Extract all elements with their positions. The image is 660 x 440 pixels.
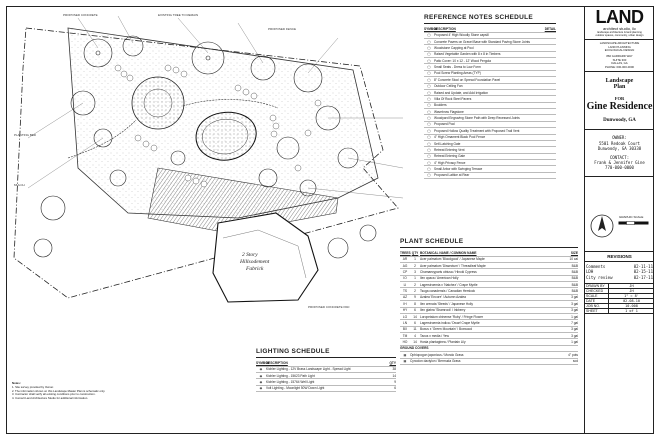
plant-size: 1 gal [571, 340, 578, 345]
lighting-description: Kichler Lighting - 15764 Well Light [266, 379, 315, 384]
firm-tagline: landscape architecture & land planning [597, 31, 642, 34]
info-value: 1" = 8' [624, 293, 639, 298]
plant-code: TM [402, 333, 408, 338]
reference-note-description: Small Arbor with Swinging Terrace [434, 167, 483, 172]
reference-symbol-icon: ◯ [427, 109, 431, 114]
plant-code: CP [402, 269, 408, 274]
plant-name: Lagerstroemia x 'Natchez' / Crape Myrtle [420, 282, 478, 287]
site-plan [8, 8, 418, 308]
light-header-symbol: SYMBOL [256, 360, 270, 365]
firm-service-2: LAND PLANNING [608, 44, 631, 49]
ground-cover-name: Cynodon dactylon / Bermuda Grass [410, 359, 461, 364]
plant-qty: 1 [414, 276, 416, 281]
reference-note-description: Proposed Lattice at Rear [434, 173, 470, 178]
lighting-schedule [256, 348, 396, 392]
plant-size: 3 gal [571, 327, 578, 332]
plant-name: Ilex opaca / American Holly [420, 276, 459, 281]
sheet-title-2: Plan [613, 84, 626, 91]
info-value: 02-08-10 [623, 298, 640, 303]
ground-cover-size: 4" pots [568, 352, 578, 357]
plant-size: 3 gal [571, 295, 578, 300]
reference-note-description: Woodyard Engraving Stone Path with Deep Recessed Joints [434, 116, 520, 121]
owner-label: OWNER: [612, 135, 627, 141]
reference-symbol-icon: ◯ [427, 147, 431, 152]
plant-qty: 2 [414, 289, 416, 294]
plant-header-qty: QTY [411, 250, 419, 255]
contact-label: CONTACT: [609, 154, 630, 160]
info-value: 10-008 [625, 303, 638, 308]
plant-name: Tsuga canadensis / Canadian Hemlock [420, 289, 476, 294]
plant-code: LG [402, 314, 408, 319]
reference-note-description: Self-Latching Gate [434, 141, 461, 146]
revision-date: 02-17-11 [633, 274, 653, 280]
ground-cover-row [400, 359, 578, 365]
reference-symbol-icon: ◯ [427, 103, 431, 108]
light-fixture-icon: ◉ [259, 367, 263, 372]
plant-qty: 14 [413, 314, 417, 319]
plant-code: IH [403, 301, 407, 306]
plant-size: 1 gal [571, 314, 578, 319]
reference-note-description: Proposed 4' High Woodly Stone capsill [434, 33, 489, 38]
plant-code: TS [402, 289, 408, 294]
reference-note-description: Villa Of Rock Steel Pavers [434, 96, 472, 101]
reference-note-description: Retreat Entering Vent [434, 147, 465, 152]
reference-symbol-icon: ◯ [427, 116, 431, 121]
revision-name: Comments [586, 263, 606, 269]
info-label: DATE [585, 299, 609, 303]
info-value: JH [629, 283, 634, 288]
reference-symbol-icon: ◯ [427, 71, 431, 76]
plant-qty: 6 [414, 320, 416, 325]
reference-symbol-icon: ◯ [427, 141, 431, 146]
info-label: SHEET [585, 309, 609, 313]
plant-header-name: BOTANICAL NAME / COMMON NAME [420, 250, 477, 255]
plant-schedule [400, 238, 578, 365]
plant-name: Acer palmatum 'Dissectum' / Threadleaf Maple [420, 263, 486, 268]
reference-symbol-icon: ◯ [427, 173, 431, 178]
lighting-schedule-title: LIGHTING SCHEDULE [256, 348, 396, 358]
plant-code: IO [403, 276, 407, 281]
firm-logo-sub: architect studio, llc [603, 26, 636, 31]
project-location: Dunwoody, GA [603, 118, 636, 124]
plant-size: 3 gal [571, 301, 578, 306]
reference-symbol-icon: ◯ [427, 58, 431, 63]
reference-notes-schedule [424, 14, 556, 179]
lighting-qty: 6 [394, 386, 396, 391]
plant-code: AZ [402, 295, 408, 300]
info-value: JH [629, 288, 634, 293]
info-value: 1 of 1 [625, 308, 638, 313]
sheet-title-1: Landscape [605, 78, 634, 85]
info-label: JOB NO. [585, 304, 609, 308]
reference-note-description: Concrete Pavers on Gravel Base with Standard Paving Stone Joints [434, 39, 531, 44]
plant-code: LN [402, 320, 408, 325]
plant-qty: 8 [414, 301, 416, 306]
lighting-description: Volt Lighting - Moonlight 50W Down Light [266, 386, 325, 391]
reference-symbol-icon: ◯ [427, 45, 431, 50]
ground-cover-swatch-icon: ▦ [403, 359, 407, 364]
plant-code: HY [402, 308, 408, 313]
svg-text:EXISTING TREE TO REMAIN: EXISTING TREE TO REMAIN [158, 13, 199, 17]
reference-note-description: Proposed Pool [434, 122, 455, 127]
reference-note-description: Wavebrow Flagstone [434, 109, 464, 114]
plant-size: 10 cal [569, 257, 578, 262]
info-label: CHECKED [585, 289, 609, 293]
plant-name: Ilex glabra 'Shamrock' / Inkberry [420, 308, 466, 313]
info-label: DRAWN BY [585, 284, 609, 288]
plant-size: B&B [571, 269, 578, 274]
lighting-row [256, 386, 396, 392]
titleblock-info-row [585, 309, 654, 314]
revision-date: 02-15-11 [633, 269, 653, 275]
reference-symbol-icon: ◯ [427, 167, 431, 172]
graphic-scale-bar [618, 221, 650, 227]
note-line: 1. Site survey provided by Owner. [12, 384, 54, 389]
light-fixture-icon: ◉ [259, 379, 263, 384]
ref-header-symbol: SYMBOL [424, 26, 438, 31]
light-fixture-icon: ◉ [259, 386, 263, 391]
svg-text:PROPOSED FENCE: PROPOSED FENCE [268, 27, 297, 31]
reference-symbol-icon: ◯ [427, 90, 431, 95]
reference-note-description: Patio Cover: 10 x 12 - 12' Wood Pergola [434, 58, 491, 63]
reference-symbol-icon: ◯ [427, 122, 431, 127]
plant-name: Hosta plantaginea / Plantain Lily [420, 340, 466, 345]
plant-name: Buxus x 'Green Mountain' / Boxwood [420, 327, 473, 332]
firm-logo: LAND [595, 7, 644, 27]
lighting-qty: 14 [392, 373, 396, 378]
plant-code: BX [402, 327, 408, 332]
light-fixture-icon: ◉ [259, 373, 263, 378]
lighting-description: Kichler Lighting - 15623 Path Light [266, 373, 315, 378]
north-arrow-icon [589, 213, 615, 239]
plant-name: Loropetalum chinense 'Ruby' / Fringe Flower [420, 314, 484, 319]
svg-text:PROPOSED CONCRETE PAD: PROPOSED CONCRETE PAD [308, 305, 350, 308]
reference-symbol-icon: ◯ [427, 128, 431, 133]
reference-note-description: Outdoor Ceiling Fan [434, 84, 463, 89]
svg-text:PROPOSED CONCRETE: PROPOSED CONCRETE [63, 13, 98, 17]
revision-row [586, 275, 653, 281]
plant-size: B&B [571, 289, 578, 294]
plant-qty: 1 [414, 257, 416, 262]
firm-tagline-2: outdoor spaces, community, urban design [595, 34, 644, 37]
plant-name: Azalea 'Encore' / Autumn Azalea [420, 295, 466, 300]
ground-cover-swatch-icon: ▦ [403, 352, 407, 357]
plant-qty: 9 [414, 295, 416, 300]
plant-code: HO [402, 340, 408, 345]
revision-name: City review [586, 274, 613, 280]
plant-qty: 6 [414, 308, 416, 313]
svg-text:Hillsodement: Hillsodement [240, 259, 270, 265]
plant-name: Acer palmatum 'Bloodgood' / Japanese Maple [420, 257, 485, 262]
house-label: 2 Story [242, 252, 258, 258]
ground-covers-label: GROUND COVERS [400, 346, 578, 352]
reference-symbol-icon: ◯ [427, 154, 431, 159]
contact-line-1: Frank & Jennifer Gine [594, 159, 645, 165]
plant-size: B&B [571, 263, 578, 268]
notes-label: Notes: [12, 381, 21, 385]
plant-qty: 3 [414, 269, 416, 274]
owner-line-1: 5501 Redoak Court [599, 140, 640, 146]
reference-symbol-icon: ◯ [427, 96, 431, 101]
plant-code: AR [402, 257, 408, 262]
reference-note-description: 8" Concrete Stool on Spread Foundation Pavel [434, 77, 501, 82]
lighting-description: Kichler Lighting - 12V Brass Landscape Light - Spread Light [266, 367, 351, 372]
plant-code: LI [403, 282, 407, 287]
plant-qty: 2 [414, 263, 416, 268]
contact-line-2: 770-000-0000 [605, 165, 634, 171]
plant-qty: 14 [413, 340, 417, 345]
plant-name: Taxus x media / Yew [420, 333, 449, 338]
house-footprint [213, 213, 318, 302]
revision-date: 02-11-11 [633, 263, 653, 269]
reference-note-description: Small Seats - Dress to Low Form [434, 65, 481, 70]
note-line: 2. The information shown on this Landscape Master Plan is schematic only. [12, 388, 106, 393]
reference-note-description: Raised and Update, and Add Irrigation [434, 90, 489, 95]
plant-qty: 2 [414, 282, 416, 287]
plant-size: B&B [571, 276, 578, 281]
plant-qty: 4 [414, 333, 416, 338]
svg-text:PLANTING BED: PLANTING BED [14, 133, 37, 137]
reference-note-description: Pool Screw Planting Areas (TYP) [434, 71, 481, 76]
plant-size: B&B [571, 282, 578, 287]
reference-note-description: Raised Vegetable Garden with 8 x 8 in Timbers [434, 52, 501, 57]
plant-size: 3 gal [571, 308, 578, 313]
firm-address-3: DALLAS, GA [611, 61, 628, 66]
reference-note-row [424, 173, 556, 179]
plant-qty: 11 [413, 327, 417, 332]
firm-address-1: 860 GARRARD WAY [606, 53, 633, 58]
reference-note-description: Proposed Hollow Quality Treatment with Proposed Trail Vent [434, 128, 520, 133]
ground-cover-size: sod [572, 359, 578, 364]
lighting-qty: 9 [394, 379, 396, 384]
graphic-scale-label: GRAPHIC SCALE [619, 214, 644, 219]
plant-header-size: SIZE [570, 250, 578, 255]
plant-name: Chamaecyparis obtusa / Hinoki Cypress [420, 269, 477, 274]
plant-name: Lagerstroemia indica / Dwarf Crape Myrtle [420, 320, 480, 325]
ground-cover-name: Ophiopogon japonicus / Mondo Grass [410, 352, 464, 357]
for-label: FOR [614, 96, 625, 102]
reference-symbol-icon: ◯ [427, 52, 431, 57]
svg-text:Fabrick: Fabrick [246, 266, 264, 272]
plant-size: 7 gal [571, 320, 578, 325]
reference-symbol-icon: ◯ [427, 135, 431, 140]
revision-name: LDH [586, 269, 594, 275]
reference-symbol-icon: ◯ [427, 84, 431, 89]
firm-address-2: SUITE 300 [612, 57, 627, 62]
ref-header-description: DESCRIPTION [434, 26, 456, 31]
note-line: 4. Consult Land Architecture Studio for additional information. [12, 396, 89, 401]
project-name: Gine Residence [586, 101, 653, 113]
plant-header-code: TREES [400, 250, 411, 255]
plant-name: Ilex crenata 'Steeds' / Japanese Holly [420, 301, 473, 306]
plant-code: AG [402, 263, 408, 268]
reference-symbol-icon: ◯ [427, 33, 431, 38]
reference-symbol-icon: ◯ [427, 39, 431, 44]
plant-size: 3 gal [571, 333, 578, 338]
reference-note-description: Retreat Entering Gate [434, 154, 466, 159]
light-header-qty: QTY [389, 360, 396, 365]
reference-notes-title: REFERENCE NOTES SCHEDULE [424, 14, 556, 24]
general-notes [12, 382, 252, 401]
reference-symbol-icon: ◯ [427, 77, 431, 82]
reference-symbol-icon: ◯ [427, 160, 431, 165]
reference-note-description: Boulders [434, 103, 447, 108]
owner-line-2: Dunwoody, GA 30338 [597, 146, 642, 152]
revisions-label: REVISIONS [585, 252, 654, 262]
svg-text:MULCH: MULCH [14, 183, 25, 187]
info-label: SCALE [585, 294, 609, 298]
ref-header-detail: DETAIL [544, 26, 556, 31]
reference-symbol-icon: ◯ [427, 65, 431, 70]
note-line: 3. Contractor shall verify all existing conditions prior to construction. [12, 392, 96, 397]
title-block [584, 6, 654, 434]
light-header-description: DESCRIPTION [266, 360, 288, 365]
reference-note-description: Woodstone Capping at Pool [434, 45, 474, 50]
firm-service-1: LANDSCAPE ARCHITECTURE [599, 41, 640, 45]
reference-note-description: 4" High Privacy Fence [434, 160, 466, 165]
firm-service-3: ECOLOGICAL DESIGN [604, 48, 635, 53]
lighting-qty: 38 [392, 367, 396, 372]
plant-schedule-title: PLANT SCHEDULE [400, 238, 578, 248]
reference-note-description: 4" High Ornament Black Pool Fence [434, 135, 486, 140]
firm-phone: PHONE: 000-000-0000 [605, 64, 634, 69]
